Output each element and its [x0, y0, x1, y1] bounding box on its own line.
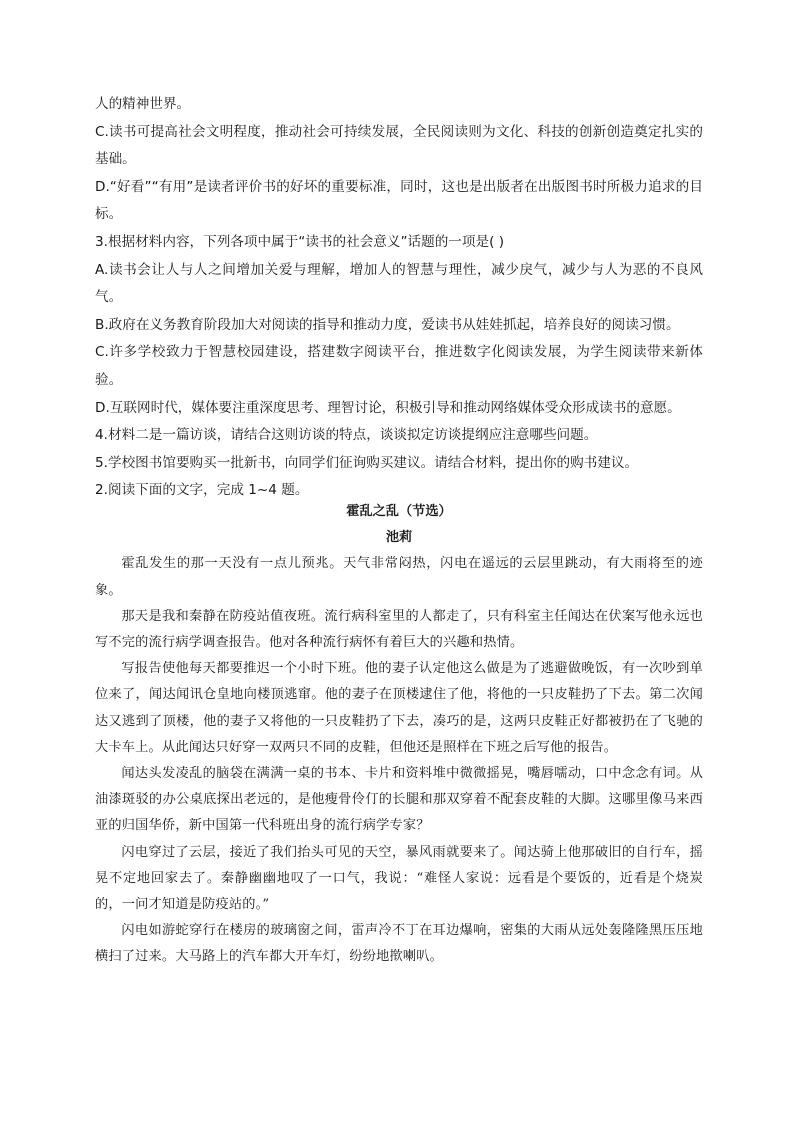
question-line: C.许多学校致力于智慧校园建设，搭建数字阅读平台，推进数字化阅读发展，为学生阅读带来新体验。 [95, 344, 703, 388]
question-line: D.互联网时代，媒体要注重深度思考、理智讨论，积极引导和推动网络媒体受众形成读书的意愿。 [95, 399, 681, 416]
passage-title: 霍乱之乱（节选） [346, 504, 452, 519]
question-section [95, 91, 703, 505]
question-line: C.读书可提高社会文明程度，推动社会可持续发展，全民阅读则为文化、科技的创新创造奠定扎实的基础。 [95, 123, 703, 168]
passage-paragraph: 闻达头发凌乱的脑袋在满满一桌的书本、卡片和资料堆中微微摇晃，嘴唇嚅动，口中念念有词。从油漆斑驳的办公桌底探出老远的，是他瘦骨伶仃的长腿和那双穿着不配套皮鞋的大脚。这哪里像马来西亚的归国华侨，新中国第一代科班出身的流行病学专家？ [95, 766, 703, 834]
question-line: 2.阅读下面的文字，完成 1~4 题。 [95, 482, 309, 499]
question-line: 3.根据材料内容，下列各项中属于“读书的社会意义”话题的一项是( ) [95, 233, 505, 250]
question-line: 5.学校图书馆要购买一批新书，向同学们征询购买建议。请结合材料，提出你的购书建议。 [95, 454, 639, 471]
passage-author: 池莉 [385, 530, 413, 546]
passage-paragraph: 闪电穿过了云层，接近了我们抬头可见的天空，暴风雨就要来了。闻达骑上他那破旧的自行车，摇晃不定地回家去了。秦静幽幽地叹了一口气，我说：“难怪人家说：远看是个要饭的，近看是个烧炭的，一问才知道是防疫站的。” [95, 844, 703, 913]
question-line: A.读书会让人与人之间增加关爱与理解，增加人的智慧与理性，减少戾气，减少与人为恶的不良风气。 [95, 261, 703, 306]
question-line: 人的精神世界。 [95, 96, 191, 112]
reading-passage [95, 499, 703, 971]
question-line: 4.材料二是一篇访谈，请结合这则访谈的特点，谈谈拟定访谈提纲应注意哪些问题。 [95, 427, 598, 444]
passage-paragraph: 那天是我和秦静在防疫站值夜班。流行病科室里的人都走了，只有科室主任闻达在伏案写他永远也写不完的流行病学调查报告。他对各种流行病怀有着巨大的兴趣和热情。 [95, 608, 703, 651]
passage-paragraph: 写报告使他每天都要推迟一个小时下班。他的妻子认定他这么做是为了逃避做晚饭，有一次吵到单位来了，闻达闻讯仓皇地向楼顶逃窜。他的妻子在顶楼逮住了他，将他的一只皮鞋扔了下去。第二次闻达又逃到了顶楼，他的妻子又将他的一只皮鞋扔了下去，凑巧的是，这两只皮鞋正好都被扔在了飞驰的大卡车上。从此闻达只好穿一双两只不同的皮鞋，但他还是照样在下班之后写他的报告。 [95, 661, 703, 755]
question-line: D.“好看”“有用”是读者评价书的好坏的重要标准，同时，这也是出版者在出版图书时所极力追求的目标。 [95, 178, 703, 223]
passage-paragraph: 霍乱发生的那一天没有一点儿预兆。天气非常闷热，闪电在遥远的云层里跳动，有大雨将至的迹象。 [95, 556, 703, 598]
question-line: B.政府在义务教育阶段加大对阅读的指导和推动力度，爱读书从娃娃抓起，培养良好的阅读习惯。 [95, 316, 680, 333]
passage-paragraph: 闪电如游蛇穿行在楼房的玻璃窗之间，雷声冷不丁在耳边爆响，密集的大雨从远处轰隆隆黑压压地横扫了过来。大马路上的汽车都大开车灯，纷纷地揿喇叭。 [95, 923, 703, 965]
